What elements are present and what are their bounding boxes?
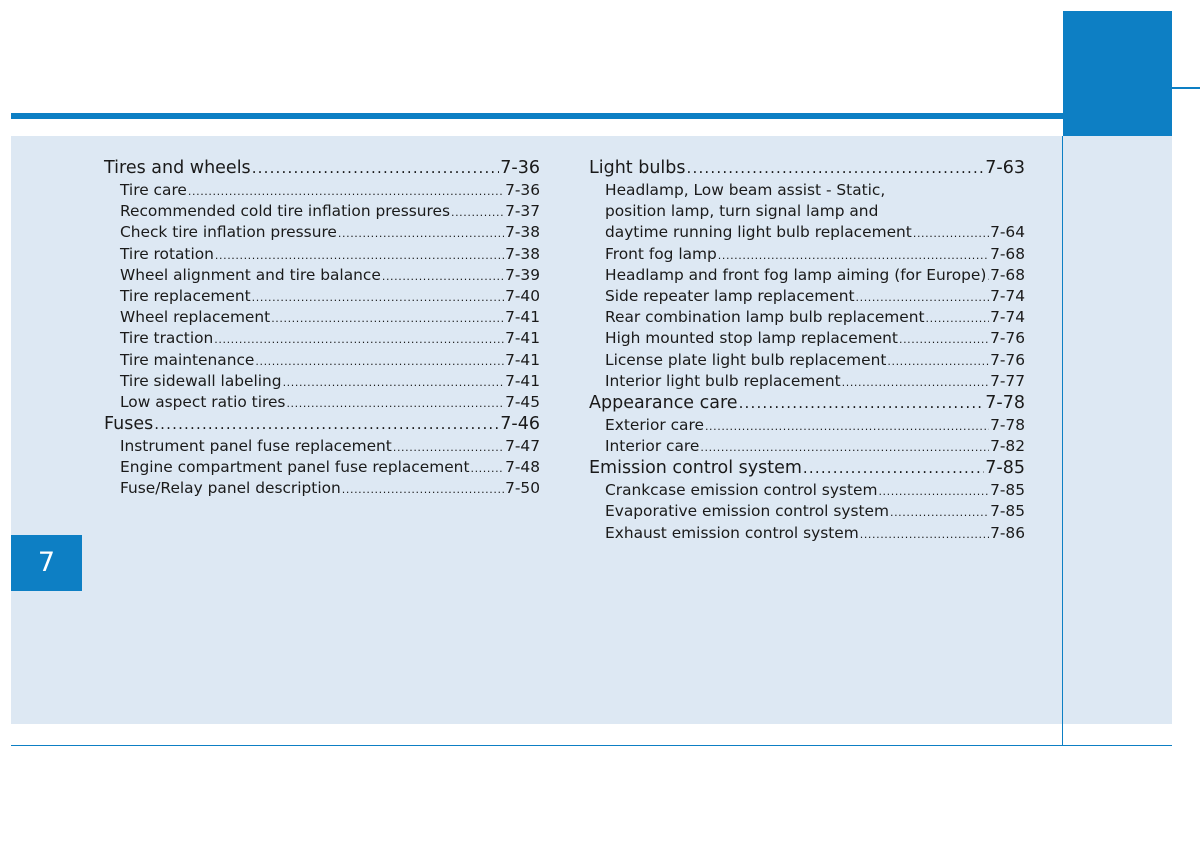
toc-entry-tire-traction[interactable]: [104, 328, 540, 349]
toc-section-appearance-care[interactable]: [589, 392, 1025, 415]
toc-page-number: 7-76: [990, 329, 1025, 348]
dot-leader: [252, 287, 504, 308]
toc-page-number: 7-48: [505, 458, 540, 477]
toc-page-number: 7-74: [990, 286, 1025, 305]
side-strip: [1063, 136, 1172, 724]
toc-entry-title: Tire care: [120, 181, 187, 199]
toc-entry-title: Appearance care: [589, 392, 738, 413]
toc-section-fuses[interactable]: [104, 413, 540, 436]
toc-entry-title: Evaporative emission control system: [605, 502, 889, 521]
toc-page-number: 7-45: [505, 392, 540, 411]
toc-page-number: 7-39: [505, 265, 540, 284]
toc-entry-exhaust-emission-control-system[interactable]: [589, 523, 1025, 544]
toc-entry-title: Recommended cold tire inflation pressures: [120, 202, 450, 221]
toc-entry-title: Fuse/Relay panel description: [120, 479, 341, 498]
toc-entry-position-lamp-turn-signal-lamp-and[interactable]: [589, 201, 1025, 222]
toc-entry-title: Low aspect ratio tires: [120, 392, 286, 411]
corner-accent-block: [1063, 11, 1172, 136]
toc-section-light-bulbs[interactable]: [589, 157, 1025, 180]
dot-leader: [913, 223, 989, 244]
dot-leader: [188, 181, 504, 202]
toc-page-number: 7-85: [990, 481, 1025, 500]
toc-entry-title: Exterior care: [605, 415, 704, 434]
dot-leader: [803, 457, 984, 480]
toc-entry-side-repeater-lamp-replacement[interactable]: [589, 286, 1025, 307]
toc-page-number: 7-82: [990, 437, 1025, 456]
toc-entry-title: daytime running light bulb replacement: [605, 223, 912, 242]
header-rule: [11, 113, 1063, 119]
dot-leader: [887, 351, 989, 372]
toc-page-number: 7-63: [985, 158, 1025, 178]
dot-leader: [286, 393, 504, 414]
toc-entry-tire-sidewall-labeling[interactable]: [104, 371, 540, 392]
dot-leader: [214, 329, 504, 350]
dot-leader: [338, 223, 504, 244]
toc-entry-title: Light bulbs: [589, 158, 686, 178]
toc-entry-title: Tires and wheels: [104, 158, 251, 178]
toc-entry-title: Front fog lamp: [605, 244, 717, 263]
toc-entry-title: Tire replacement: [120, 286, 251, 305]
toc-entry-title: Tire sidewall labeling: [120, 371, 282, 390]
toc-entry-low-aspect-ratio-tires[interactable]: [104, 392, 540, 413]
toc-left-column: [104, 157, 540, 500]
toc-page-number: 7-37: [505, 202, 540, 221]
toc-page-number: 7-38: [505, 244, 540, 263]
side-rule: [1062, 136, 1063, 746]
toc-entry-title: Check tire inflation pressure: [120, 223, 337, 242]
toc-entry-title: Tire traction: [120, 329, 214, 348]
toc-page-number: 7-74: [990, 308, 1025, 327]
toc-entry-title: Fuses: [104, 414, 154, 435]
dot-leader: [856, 287, 990, 308]
toc-entry-title: Wheel replacement: [120, 308, 271, 327]
dot-leader: [705, 416, 989, 437]
toc-entry-interior-care[interactable]: [589, 436, 1025, 457]
toc-entry-rear-combination-lamp-bulb-replacement[interactable]: [589, 307, 1025, 328]
toc-entry-interior-light-bulb-replacement[interactable]: [589, 371, 1025, 392]
toc-entry-license-plate-light-bulb-replacement[interactable]: [589, 350, 1025, 371]
toc-page-number: 7-85: [990, 502, 1025, 521]
toc-entry-title: Crankcase emission control system: [605, 481, 878, 500]
toc-page-number: 7-78: [985, 392, 1025, 413]
chapter-tab: 7: [11, 535, 82, 591]
toc-page-number: 7-36: [500, 158, 540, 178]
toc-entry-title: Engine compartment panel fuse replacement: [120, 458, 470, 477]
toc-entry-title: Emission control system: [589, 458, 802, 479]
dot-leader: [252, 157, 500, 180]
toc-entry-title: License plate light bulb replacement: [605, 350, 887, 369]
toc-entry-title: Side repeater lamp replacement: [605, 286, 855, 305]
dot-leader: [842, 372, 989, 393]
corner-accent-tick: [1172, 87, 1200, 89]
toc-page-number: 7-50: [505, 479, 540, 498]
dot-leader: [739, 392, 985, 415]
dot-leader: [687, 157, 985, 180]
toc-entry-crankcase-emission-control-system[interactable]: [589, 480, 1025, 501]
toc-section-tires-and-wheels[interactable]: [104, 157, 540, 180]
dot-leader: [393, 437, 504, 458]
toc-entry-title: Tire rotation: [120, 244, 214, 263]
toc-page-number: 7-85: [985, 458, 1025, 479]
toc-entry-engine-compartment-panel-fuse-replacement[interactable]: [104, 457, 540, 478]
toc-page-number: 7-77: [990, 371, 1025, 390]
toc-entry-tire-maintenance[interactable]: [104, 350, 540, 371]
dot-leader: [382, 266, 504, 287]
dot-leader: [451, 202, 504, 223]
toc-entry-check-tire-inflation-pressure[interactable]: [104, 222, 540, 243]
dot-leader: [215, 245, 504, 266]
toc-page-number: 7-76: [990, 350, 1025, 369]
footer-rule: [11, 745, 1172, 746]
toc-entry-wheel-replacement[interactable]: [104, 307, 540, 328]
toc-entry-fuse-relay-panel-description[interactable]: [104, 478, 540, 499]
toc-entry-title: Interior light bulb replacement: [605, 371, 841, 390]
toc-page-number: 7-86: [990, 523, 1025, 542]
toc-entry-high-mounted-stop-lamp-replacement[interactable]: [589, 328, 1025, 349]
dot-leader: [899, 329, 989, 350]
dot-leader: [860, 524, 989, 545]
toc-page-number: 7-40: [505, 286, 540, 305]
dot-leader: [987, 266, 989, 287]
toc-entry-title: Wheel alignment and tire balance: [120, 265, 381, 284]
toc-right-column: [589, 157, 1025, 544]
dot-leader: [470, 458, 504, 479]
toc-page-number: 7-41: [505, 308, 540, 327]
toc-entry-front-fog-lamp[interactable]: [589, 244, 1025, 265]
dot-leader: [271, 308, 504, 329]
toc-section-emission-control-system[interactable]: [589, 457, 1025, 480]
toc-entry-tire-rotation[interactable]: [104, 244, 540, 265]
dot-leader: [926, 308, 990, 329]
toc-entry-tire-care[interactable]: [104, 180, 540, 201]
toc-entry-tire-replacement[interactable]: [104, 286, 540, 307]
toc-entry-title: position lamp, turn signal lamp and: [605, 202, 879, 221]
dot-leader: [878, 481, 989, 502]
toc-page-number: 7-38: [505, 223, 540, 242]
toc-page-number: 7-68: [990, 244, 1025, 263]
toc-entry-title: Tire maintenance: [120, 350, 255, 369]
toc-entry-recommended-cold-tire-inflation-pressures[interactable]: [104, 201, 540, 222]
toc-entry-title: Rear combination lamp bulb replacement: [605, 308, 925, 327]
toc-entry-wheel-alignment-and-tire-balance[interactable]: [104, 265, 540, 286]
toc-page-number: 7-68: [990, 265, 1025, 284]
toc-entry-headlamp-and-front-fog-lamp-aiming-for-europe[interactable]: [589, 265, 1025, 286]
dot-leader: [700, 437, 989, 458]
toc-entry-title: Instrument panel fuse replacement: [120, 437, 392, 456]
toc-entry-instrument-panel-fuse-replacement[interactable]: [104, 436, 540, 457]
toc-page-number: 7-41: [505, 350, 540, 369]
dot-leader: [283, 372, 504, 393]
toc-entry-daytime-running-light-bulb-replacement[interactable]: [589, 222, 1025, 243]
toc-page-number: 7-64: [990, 223, 1025, 242]
dot-leader: [718, 245, 989, 266]
dot-leader: [890, 502, 989, 523]
toc-page-number: 7-47: [505, 437, 540, 456]
toc-entry-title: High mounted stop lamp replacement: [605, 329, 898, 348]
toc-entry-evaporative-emission-control-system[interactable]: [589, 501, 1025, 522]
toc-entry-exterior-care[interactable]: [589, 415, 1025, 436]
dot-leader: [342, 479, 504, 500]
toc-entry-title: Headlamp and front fog lamp aiming (for Europe): [605, 265, 987, 284]
toc-entry-title: Headlamp, Low beam assist - Static,: [605, 181, 886, 199]
dot-leader: [154, 413, 499, 436]
toc-page-number: 7-46: [500, 414, 540, 435]
toc-page-number: 7-36: [505, 181, 540, 199]
toc-page-number: 7-41: [505, 371, 540, 390]
toc-entry-title: Interior care: [605, 437, 700, 456]
toc-entry-headlamp-low-beam-assist-static[interactable]: [589, 180, 1025, 201]
toc-page-number: 7-78: [990, 415, 1025, 434]
dot-leader: [255, 351, 504, 372]
toc-page-number: 7-41: [505, 329, 540, 348]
toc-entry-title: Exhaust emission control system: [605, 523, 859, 542]
